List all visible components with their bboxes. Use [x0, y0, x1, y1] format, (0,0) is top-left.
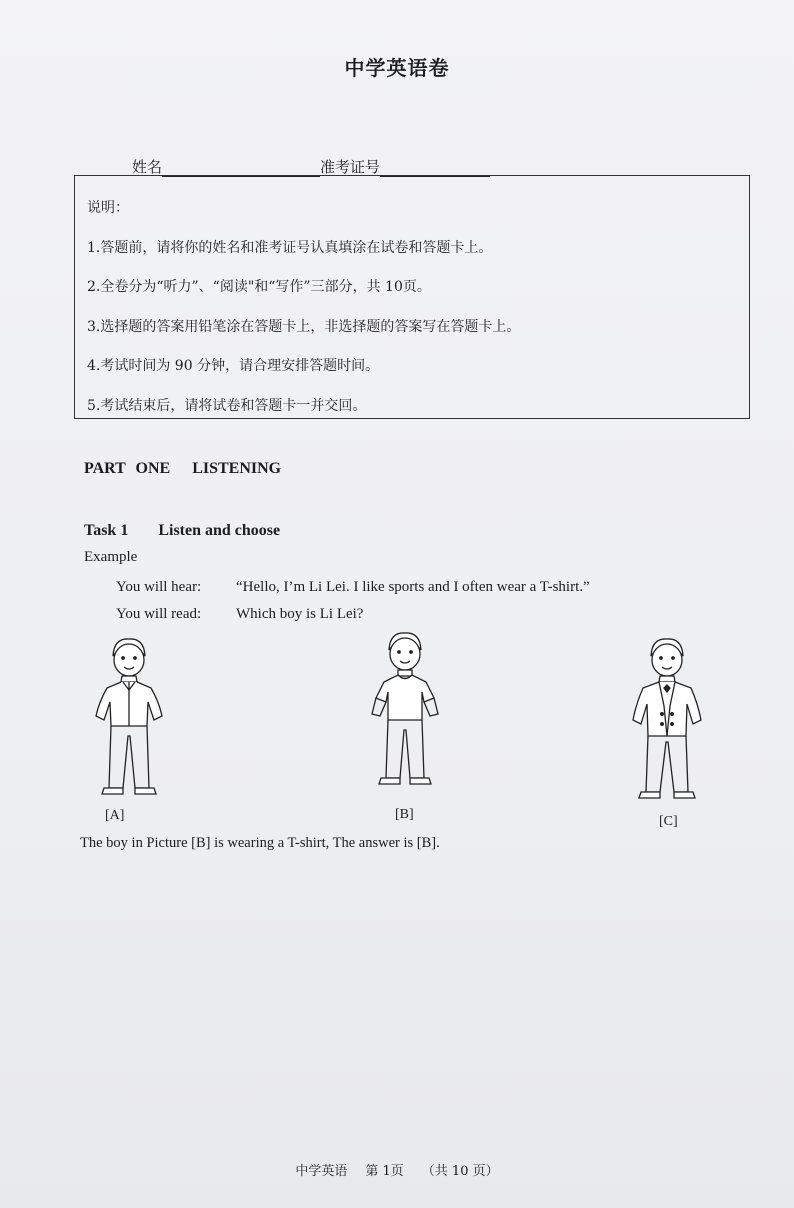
instruction-item: 2.全卷分为“听力”、“阅读"和“写作”三部分，共 10页。: [87, 279, 431, 295]
task-title: Listen and choose: [158, 522, 281, 539]
part-heading: [84, 460, 303, 478]
picture-c-label: [C]: [659, 814, 678, 829]
instruction-item: 4.考试时间为 90 分钟，请合理安排答题时间。: [87, 358, 380, 374]
example-label: Example: [84, 549, 138, 565]
part-number: PART ONE: [84, 460, 171, 477]
instructions-heading: 说明：: [87, 200, 129, 216]
footer-page: 第 1页: [365, 1164, 404, 1179]
task-label: Task 1: [84, 522, 129, 539]
hear-text: “Hello, I’m Li Lei. I like sports and I often wear a T-shirt.”: [236, 579, 590, 595]
id-label: 准考证号: [320, 158, 381, 176]
candidate-info-row: [132, 156, 490, 177]
instruction-item: 5.考试结束后，请将试卷和答题卡一并交回。: [87, 397, 367, 414]
picture-b-label: [B]: [395, 807, 414, 822]
instruction-item: 3.选择题的答案用铅笔涂在答题卡上，非选择题的答案写在答题卡上。: [87, 318, 521, 335]
footer-subject: 中学英语: [295, 1164, 348, 1179]
instructions-box: [74, 175, 750, 419]
read-label: You will read:: [116, 606, 202, 622]
boy-suit-icon: [626, 636, 708, 801]
page-footer: [0, 1160, 794, 1179]
boy-tshirt-icon: [364, 630, 446, 790]
task-heading: [84, 522, 280, 540]
picture-a-label: [A]: [105, 808, 125, 823]
instruction-item: 1.答题前，请将你的姓名和准考证号认真填涂在试卷和答题卡上。: [87, 239, 493, 256]
footer-total: （共 10 页）: [421, 1164, 499, 1179]
example-answer: The boy in Picture [B] is wearing a T-shirt, The answer is [B].: [80, 835, 440, 851]
name-label: 姓名: [132, 158, 163, 176]
part-name: LISTENING: [192, 460, 282, 477]
read-text: Which boy is Li Lei?: [236, 606, 364, 622]
hear-label: You will hear:: [116, 579, 202, 595]
example-hear-row: [116, 579, 590, 596]
example-read-row: [116, 606, 363, 623]
page-title: 中学英语卷: [344, 56, 450, 80]
boy-shirt-icon: [88, 636, 170, 796]
